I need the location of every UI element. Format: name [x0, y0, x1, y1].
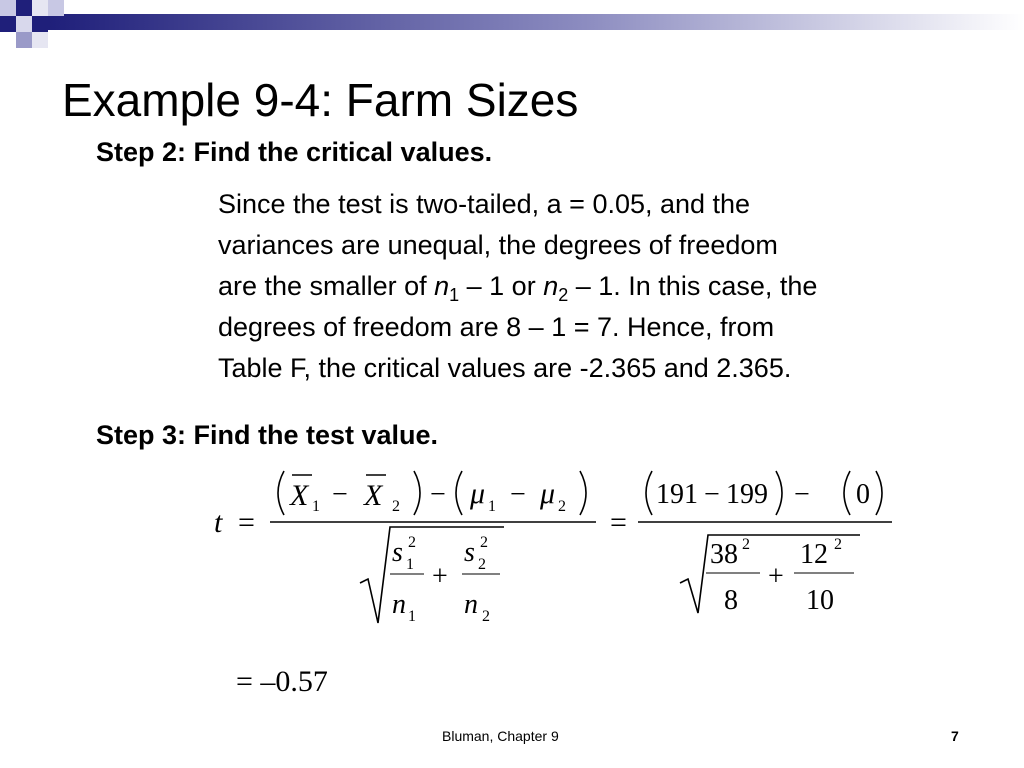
paragraph-line: variances are unequal, the degrees of freedom	[218, 230, 778, 260]
equals-sign: =	[610, 506, 627, 539]
close-paren	[414, 471, 420, 515]
decor-square	[32, 32, 48, 48]
subscript-1: 1	[312, 498, 320, 515]
value-199: 199	[726, 479, 768, 510]
equals-sign: =	[238, 506, 255, 539]
plus-sign: +	[768, 561, 784, 592]
value-10: 10	[806, 585, 834, 616]
result-expression	[232, 657, 392, 703]
open-paren	[278, 471, 284, 515]
subscript-2: 2	[392, 498, 400, 515]
open-paren	[844, 471, 850, 515]
step2-paragraph	[218, 184, 1018, 389]
x-bar-2: X	[364, 479, 383, 512]
test-value-formula	[200, 455, 920, 635]
n2-symbol: n	[543, 271, 559, 301]
subscript-2: 2	[482, 608, 490, 625]
mu-1: μ	[470, 477, 486, 510]
value-12: 12	[800, 539, 828, 570]
decor-square	[0, 16, 16, 32]
close-paren	[580, 471, 586, 515]
step3-heading: Step 3: Find the test value.	[96, 420, 439, 450]
header-decoration	[0, 0, 1024, 48]
minus-sign: −	[704, 479, 720, 510]
page-number: 7	[951, 728, 959, 744]
value-38: 38	[710, 539, 738, 570]
superscript-2: 2	[480, 534, 488, 551]
text-run: . In this case, the	[613, 271, 818, 301]
close-paren	[876, 471, 882, 515]
s-symbol: s	[464, 537, 475, 568]
decor-square	[16, 32, 32, 48]
decor-square	[32, 16, 48, 32]
close-paren	[776, 471, 782, 515]
paragraph-line: degrees of freedom are 8 – 1 = 7. Hence, from	[218, 312, 775, 342]
result-value: = –0.57	[236, 665, 328, 698]
text-run: are the smaller of	[218, 271, 435, 301]
subscript-1: 1	[488, 498, 496, 515]
decor-gradient-bar	[48, 14, 1024, 30]
n1-symbol: n	[434, 271, 450, 301]
subscript-1: 1	[449, 285, 460, 305]
decor-square	[16, 16, 32, 32]
paragraph-line: Table F, the critical values are -2.365 and 2.365.	[218, 353, 792, 383]
value-191: 191	[656, 479, 698, 510]
mu-2: μ	[540, 477, 556, 510]
subscript-1: 1	[408, 608, 416, 625]
footer-text: Bluman, Chapter 9	[442, 728, 559, 744]
decor-square	[32, 0, 48, 16]
value-0: 0	[856, 479, 870, 510]
n-symbol: n	[392, 589, 406, 620]
subscript-2: 2	[558, 285, 569, 305]
decor-square	[0, 0, 16, 16]
minus-sign: −	[510, 479, 526, 510]
superscript-2: 2	[408, 534, 416, 551]
open-paren	[646, 471, 652, 515]
text-run: – 1	[568, 271, 614, 301]
minus-sign: −	[794, 479, 810, 510]
subscript-2: 2	[478, 556, 486, 573]
s-symbol: s	[392, 537, 403, 568]
superscript-2: 2	[834, 536, 842, 553]
paragraph-line	[218, 266, 1018, 307]
subscript-1: 1	[406, 556, 414, 573]
minus-sign: −	[332, 479, 348, 510]
value-8: 8	[724, 585, 738, 616]
minus-sign: −	[430, 479, 446, 510]
subscript-2: 2	[558, 498, 566, 515]
plus-sign: +	[432, 561, 448, 592]
t-symbol: t	[214, 506, 223, 539]
decor-square	[16, 0, 32, 16]
text-run: – 1 or	[459, 271, 544, 301]
decor-square	[48, 0, 64, 16]
open-paren	[456, 471, 462, 515]
slide-title: Example 9-4: Farm Sizes	[62, 74, 579, 126]
n-symbol: n	[464, 589, 478, 620]
step2-heading: Step 2: Find the critical values.	[96, 137, 493, 167]
superscript-2: 2	[742, 536, 750, 553]
x-bar-1: X	[290, 479, 309, 512]
paragraph-line: Since the test is two-tailed, a = 0.05, and the	[218, 189, 751, 219]
